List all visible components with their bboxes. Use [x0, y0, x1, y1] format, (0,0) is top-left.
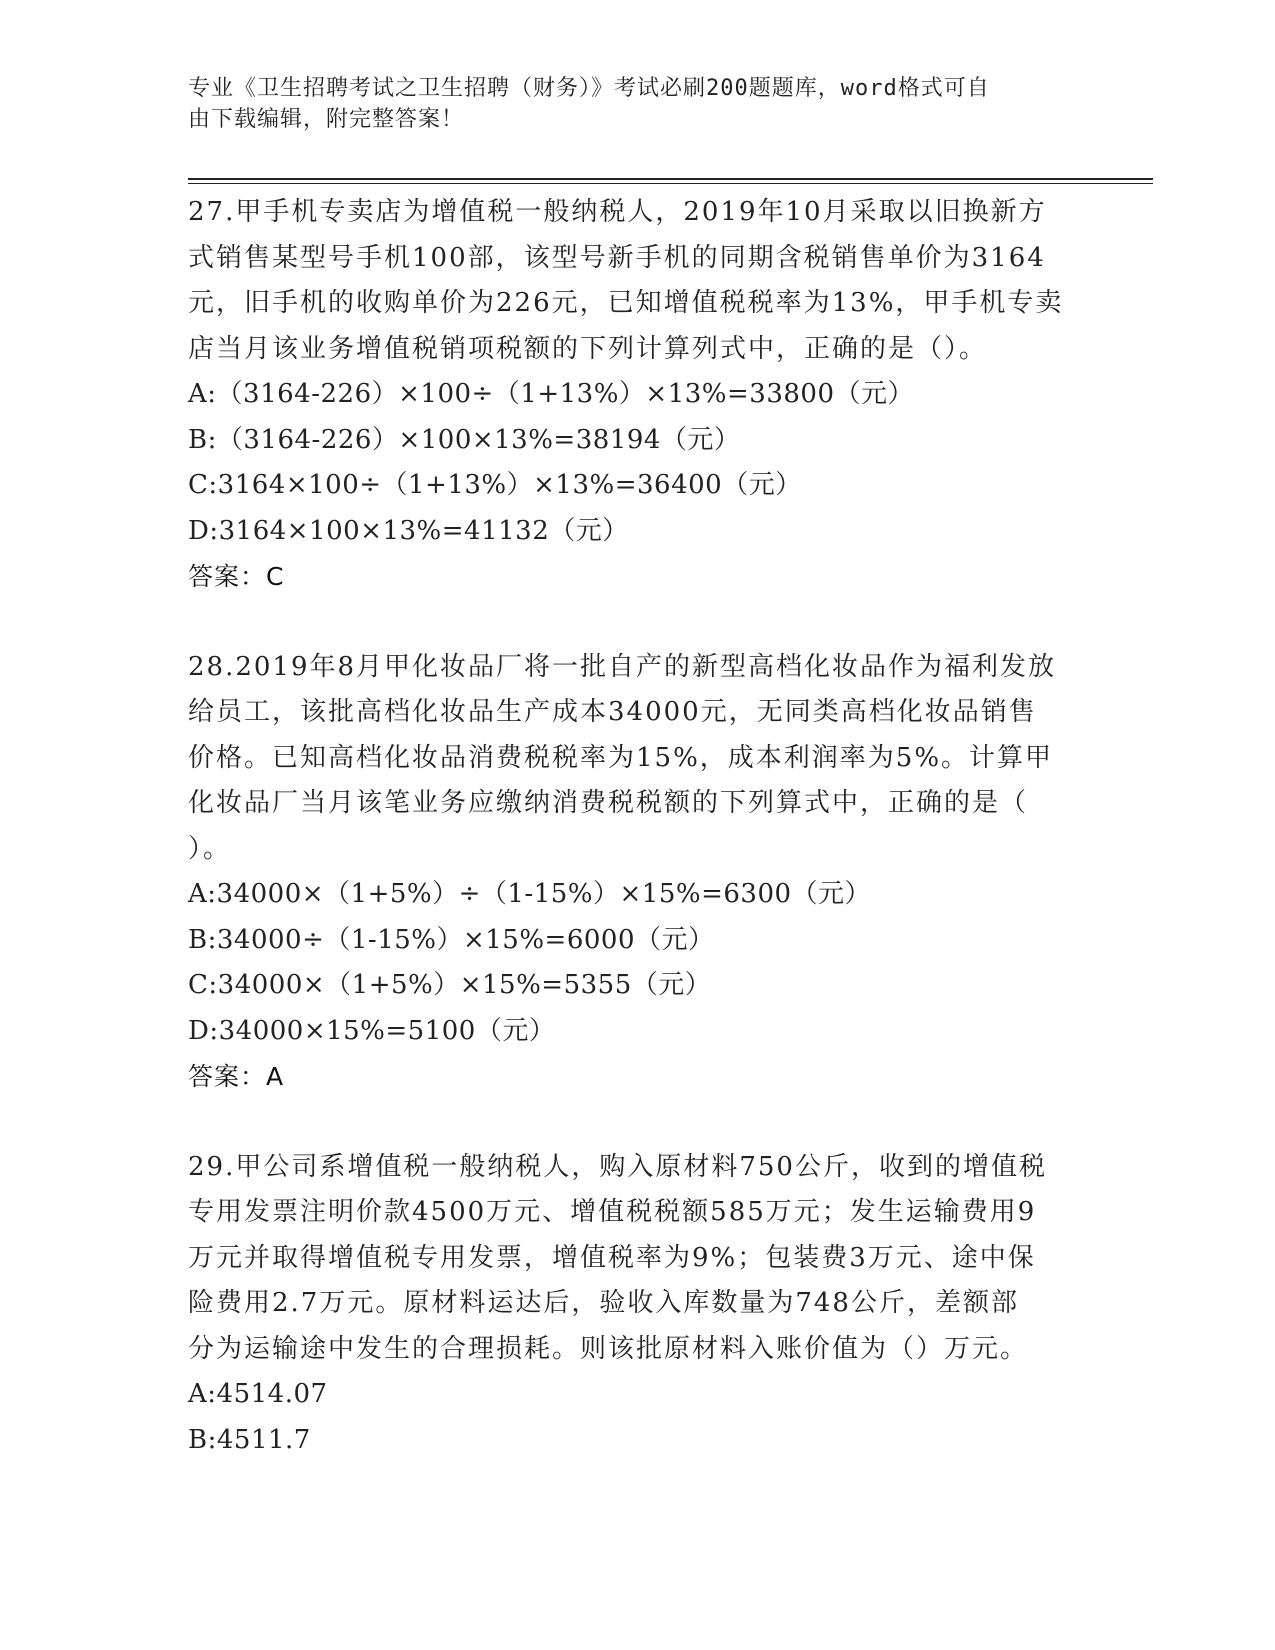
question-spacer: [188, 1100, 1078, 1145]
document-header: [188, 73, 1068, 135]
question-27-stem: [188, 190, 1078, 372]
question-28-option-d: D:34000×15%=5100（元）: [188, 1015, 556, 1046]
question-28-option-b: B:34000÷（1-15%）×15%=6000（元）: [188, 924, 715, 955]
question-28-stem-line-3: 价格。已知高档化妆品消费税税率为15%，成本利润率为5%。计算甲: [188, 742, 1054, 773]
question-27-stem-line-3: 元，旧手机的收购单价为226元，已知增值税税率为13%，甲手机专卖: [188, 288, 1064, 318]
question-28-stem-line-1: 28.2019年8月甲化妆品厂将一批自产的新型高档化妆品作为福利发放: [188, 651, 1057, 682]
question-27-option-d: D:3164×100×13%=41132（元）: [188, 515, 629, 546]
question-29-option-b: B:4511.7: [188, 1424, 311, 1455]
question-28-stem: [188, 645, 1078, 873]
question-27: [188, 190, 1078, 600]
question-29-option-a: A:4514.07: [188, 1379, 328, 1409]
question-27-option-a: A:（3164-226）×100÷（1+13%）×13%=33800（元）: [188, 379, 914, 409]
question-28-stem-line-5: ）。: [188, 833, 232, 864]
header-divider-thick: [188, 178, 1153, 180]
question-27-stem-line-2: 式销售某型号手机100部，该型号新手机的同期含税销售单价为3164: [188, 242, 1046, 273]
header-divider-thin: [188, 183, 1153, 184]
header-line-2: 由下载编辑，附完整答案！: [188, 107, 465, 132]
question-27-answer: 答案：C: [188, 562, 285, 591]
question-27-stem-line-1: 27.甲手机专卖店为增值税一般纳税人，2019年10月采取以旧换新方: [188, 197, 1047, 227]
question-28-option-c: C:34000×（1+5%）×15%=5355（元）: [188, 970, 712, 1000]
question-28-option-a: A:34000×（1+5%）÷（1-15%）×15%=6300（元）: [188, 879, 872, 909]
question-28-answer: 答案：A: [188, 1062, 285, 1091]
question-29-stem-line-3: 万元并取得增值税专用发票，增值税率为9%；包装费3万元、途中保: [188, 1242, 1036, 1273]
question-28-stem-line-2: 给员工，该批高档化妆品生产成本34000元，无同类高档化妆品销售: [188, 697, 1037, 727]
question-29-stem-line-1: 29.甲公司系增值税一般纳税人，购入原材料750公斤，收到的增值税: [188, 1151, 1047, 1182]
header-line-1: 专业《卫生招聘考试之卫生招聘（财务）》考试必刷200题题库，word格式可自: [188, 76, 990, 101]
question-list: [188, 190, 1078, 1463]
question-29-stem-line-2: 专用发票注明价款4500万元、增值税税额585万元；发生运输费用9: [188, 1197, 1037, 1227]
question-27-option-b: B:（3164-226）×100×13%=38194（元）: [188, 424, 741, 455]
question-spacer: [188, 600, 1078, 645]
question-28: [188, 645, 1078, 1100]
question-29-stem-line-5: 分为运输途中发生的合理损耗。则该批原材料入账价值为（）万元。: [188, 1333, 1029, 1364]
question-27-stem-line-4: 店当月该业务增值税销项税额的下列计算列式中，正确的是（）。: [188, 333, 988, 364]
question-28-stem-line-4: 化妆品厂当月该笔业务应缴纳消费税税额的下列算式中，正确的是（: [188, 788, 1029, 818]
question-29: [188, 1145, 1078, 1464]
question-29-stem-line-4: 险费用2.7万元。原材料运达后，验收入库数量为748公斤，差额部: [188, 1288, 1019, 1318]
question-27-option-c: C:3164×100÷（1+13%）×13%=36400（元）: [188, 470, 802, 500]
question-29-stem: [188, 1145, 1078, 1373]
